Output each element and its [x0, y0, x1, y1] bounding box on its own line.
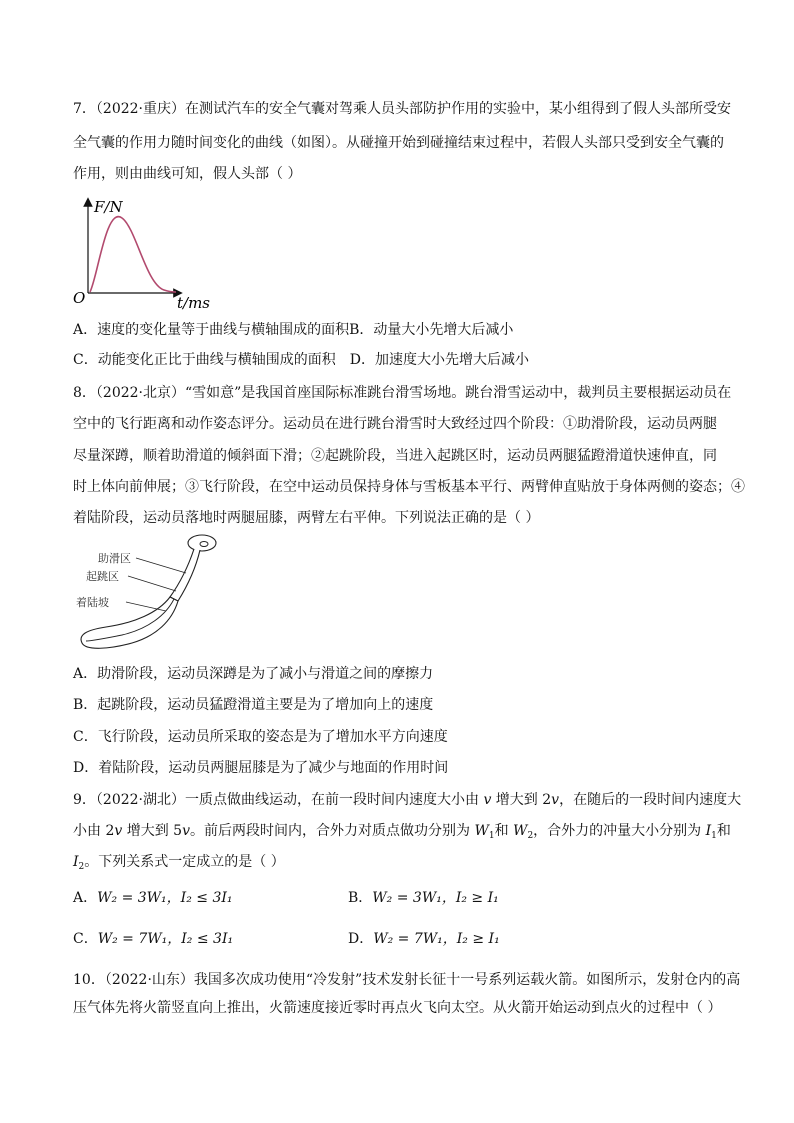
q7-option-d: D．加速度大小先增大后减小	[349, 352, 529, 368]
q9-stem-line-2	[73, 821, 731, 846]
q7-option-c: C．动能变化正比于曲线与横轴围成的面积	[73, 352, 336, 368]
q9-text: 和	[716, 823, 731, 839]
q9-var-v: v	[114, 823, 123, 839]
q9-var-w: W	[513, 823, 528, 839]
q9-option-d-label: D．	[348, 931, 374, 947]
q8-stem-line-4: 时上体向前伸展；③飞行阶段，在空中运动员保持身体与雪板基本平行、两臂伸直贴放于身体两侧的姿态；④	[73, 479, 745, 495]
q10-stem-line-1: 10．（2022·山东）我国多次成功使用“冷发射”技术发射长征十一号系列运载火箭。如图所示，发射仓内的高	[73, 972, 741, 988]
q7-stem-line-3: 作用，则由曲线可知，假人头部（ ）	[73, 166, 302, 182]
label-leader-1	[136, 558, 186, 573]
q8-option-d: D．着陆阶段，运动员两腿屈膝是为了减少与地面的作用时间	[73, 760, 449, 776]
q9-text: ，在随后的一段时间内速度大	[559, 792, 742, 808]
q9-subscript: 2	[527, 831, 534, 841]
q8-stem-line-3: 尽量深蹲，顺着助滑道的倾斜面下滑；②起跳阶段，当进入起跳区时，运动员两腿猛蹬滑道快速伸直，同	[73, 448, 717, 464]
q9-option-b-label: B．	[348, 890, 373, 906]
label-takeoff: 起跳区	[86, 570, 119, 583]
in-run-ramp	[170, 549, 200, 601]
q9-stem-line-1	[73, 790, 741, 810]
q9-text: 和	[494, 823, 514, 839]
q9-var-v: v	[483, 792, 492, 808]
q8-stem-line-1: 8．（2022·北京）“雪如意”是我国首座国际标准跳台滑雪场地。跳台滑雪运动中，裁判员主要根据运动员在	[73, 385, 732, 401]
q9-var-i: I	[705, 823, 712, 839]
q8-option-a: A．助滑阶段，运动员深蹲是为了减小与滑道之间的摩擦力	[73, 666, 434, 682]
q9-options-row-2	[73, 929, 500, 949]
q7-options-row-1	[73, 320, 513, 340]
q9-option-b-formula: W₂ = 3W₁，I₂ ≥ I₁	[372, 890, 499, 906]
q8-ski-jump-diagram	[70, 531, 220, 654]
q7-stem-line-1: 7．（2022·重庆）在测试汽车的安全气囊对驾乘人员头部防护作用的实验中，某小组得到了假人头部所受安	[73, 101, 731, 117]
q9-option-d-formula: W₂ = 7W₁，I₂ ≥ I₁	[373, 931, 500, 947]
q8-option-c: C．飞行阶段，运动员所采取的姿态是为了增加水平方向速度	[73, 729, 448, 745]
q9-var-v: v	[551, 792, 560, 808]
label-leader-2	[128, 576, 176, 591]
q9-text: 小由 2	[73, 823, 115, 839]
tower-top-ring	[200, 542, 208, 547]
q10-stem-line-2: 压气体先将火箭竖直向上推出，火箭速度接近零时再点火飞向太空。从火箭开始运动到点火的过程中（ ）	[73, 1000, 722, 1016]
q9-option-a-formula: W₂ = 3W₁，I₂ ≤ 3I₁	[97, 890, 233, 906]
q8-stem-line-5: 着陆阶段，运动员落地时两腿屈膝，两臂左右平伸。下列说法正确的是（ ）	[73, 510, 540, 526]
label-landing: 着陆坡	[76, 596, 109, 609]
q9-var-w: W	[474, 823, 489, 839]
q7-option-b: B．动量大小先增大后减小	[349, 322, 514, 338]
q9-stem-line-3	[73, 852, 285, 877]
q9-var-v: v	[182, 823, 191, 839]
q9-text: 9．（2022·湖北）一质点做曲线运动，在前一段时间内速度大小由	[73, 792, 484, 808]
force-curve	[90, 217, 176, 292]
y-axis-label: F/N	[94, 198, 123, 216]
origin-label: O	[73, 289, 86, 307]
q9-var-i: I	[73, 854, 79, 870]
q9-options-row-1	[73, 888, 499, 908]
q8-option-b: B．起跳阶段，运动员猛蹬滑道主要是为了增加向上的速度	[73, 697, 434, 713]
q9-text: 。下列关系式一定成立的是（ ）	[84, 854, 285, 870]
q9-option-c-label: C．	[73, 931, 98, 947]
q9-subscript: 1	[488, 831, 495, 841]
q9-subscript: 1	[711, 831, 717, 841]
q9-text: ，合外力的冲量大小分别为	[533, 823, 706, 839]
q9-option-c-formula: W₂ = 7W₁，I₂ ≤ 3I₁	[97, 931, 234, 947]
x-axis-label: t/ms	[177, 294, 211, 311]
q9-text: 增大到 2	[491, 792, 552, 808]
q9-text: 。前后两段时间内，合外力对质点做功分别为	[190, 823, 475, 839]
label-in-run: 助滑区	[98, 552, 131, 565]
q9-option-a-label: A．	[73, 890, 98, 906]
q9-text: 增大到 5	[122, 823, 183, 839]
q7-force-time-graph	[70, 196, 220, 311]
q9-subscript: 2	[78, 862, 85, 872]
q7-option-a: A．速度的变化量等于曲线与横轴围成的面积	[73, 322, 350, 338]
q7-stem-line-2: 全气囊的作用力随时间变化的曲线（如图）。从碰撞开始到碰撞结束过程中，若假人头部只受到安全气囊的	[73, 135, 724, 151]
q8-stem-line-2: 空中的飞行距离和动作姿态评分。运动员在进行跳台滑雪时大致经过四个阶段：①助滑阶段，运动员两腿	[73, 416, 717, 432]
q7-options-row-2	[73, 350, 529, 370]
